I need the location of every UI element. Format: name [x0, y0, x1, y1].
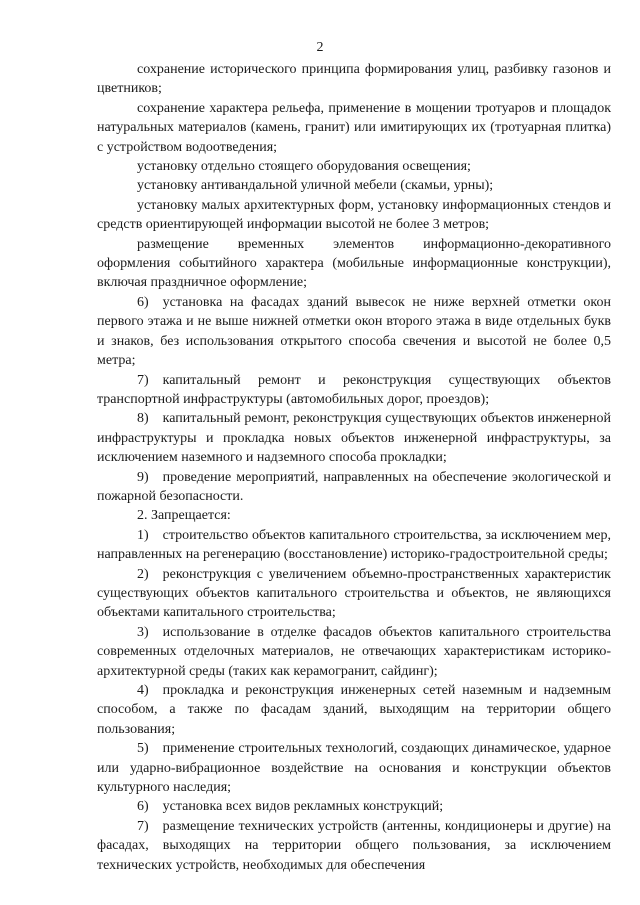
list-item: 9) проведение мероприятий, направленных на обеспечение экологической и пожарной безопасности. [97, 469, 611, 504]
paragraph: размещение временных элементов информационно-декоративного оформления событийного характера (мобильные информационные конструкции), включая праздничное оформление; [97, 236, 611, 291]
list-item: 7) капитальный ремонт и реконструкция существующих объектов транспортной инфраструктуры (автомобильных дорог, проездов); [97, 372, 611, 407]
page-number: 2 [316, 40, 324, 55]
list-item: 8) капитальный ремонт, реконструкция существующих объектов инженерной инфраструктуры и прокладка новых объектов инженерной инфраструктуры, за исключением наземного и надземного способа прокладки; [97, 411, 611, 466]
list-item: 4) прокладка и реконструкция инженерных сетей наземным и надземным способом, а также по фасадам зданий, выходящим на территории общего пользования; [97, 683, 611, 737]
list-item: 6) установка всех видов рекламных конструкций; [137, 799, 444, 815]
paragraph: сохранение характера рельефа, применение в мощении тротуаров и площадок натуральных материалов (камень, гранит) или имитирующих их (тротуарная плитка) с устройством водоотведения; [97, 100, 611, 155]
paragraph: установку отдельно стоящего оборудования освещения; [137, 159, 471, 175]
paragraph: установку антивандальной уличной мебели (скамьи, урны); [137, 178, 494, 194]
document-body [97, 60, 611, 875]
list-item: 3) использование в отделке фасадов объектов капитального строительства современных отделочных материалов, не отвечающих характеристикам историко-архитектурной среды (таких как керамогранит, сайдинг); [97, 624, 611, 679]
paragraph: сохранение исторического принципа формирования улиц, разбивку газонов и цветников; [97, 62, 611, 97]
list-item: 5) применение строительных технологий, создающих динамическое, ударное или ударно-вибрационное воздействие на основания и конструкции объектов культурного наследия; [97, 741, 611, 796]
paragraph: установку малых архитектурных форм, установку информационных стендов и средств ориентирующей информации высотой не более 3 метров; [97, 197, 611, 233]
list-item: 1) строительство объектов капитального строительства, за исключением мер, направленных на регенерацию (восстановление) историко-градостроительной среды; [97, 527, 611, 563]
list-item: 6) установка на фасадах зданий вывесок не ниже верхней отметки окон первого этажа и не выше нижней отметки окон второго этажа в виде отдельных букв и знаков, без использования открытого способа свечения и высотой не более 0,5 метра; [97, 294, 611, 369]
list-item: 7) размещение технических устройств (антенны, кондиционеры и другие) на фасадах, выходящих на территории общего пользования, за исключением технических устройств, необходимых для обеспечения [97, 818, 611, 873]
section-heading: 2. Запрещается: [137, 508, 231, 524]
list-item: 2) реконструкция с увеличением объемно-пространственных характеристик существующих объектов капитального строительства и объектов, не являющихся объектами капитального строительства; [97, 566, 611, 621]
